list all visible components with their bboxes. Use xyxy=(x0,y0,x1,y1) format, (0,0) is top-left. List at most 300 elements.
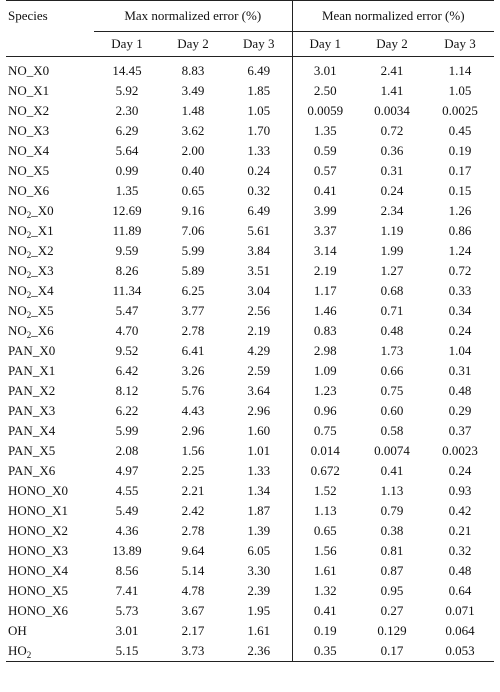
mean-error-cell: 0.36 xyxy=(380,143,404,158)
table-row xyxy=(6,561,494,581)
species-suffix: _X2 xyxy=(32,383,56,398)
max-error-cell: 2.21 xyxy=(181,483,205,498)
mean-error-cell: 3.37 xyxy=(292,221,358,241)
max-error-cell: 2.78 xyxy=(181,523,205,538)
max-error-cell: 12.69 xyxy=(112,203,142,218)
max-error-cell: 8.56 xyxy=(115,563,139,578)
species-subscript: 2 xyxy=(26,650,32,660)
mean-error-cell: 1.24 xyxy=(448,243,472,258)
species-base: HONO xyxy=(8,563,46,578)
max-error-cell: 2.00 xyxy=(181,143,205,158)
mean-error-cell: 1.56 xyxy=(292,541,358,561)
mean-error-cell: 1.13 xyxy=(292,501,358,521)
max-error-cell: 2.56 xyxy=(247,303,271,318)
species-base: NO xyxy=(8,63,27,78)
species-cell xyxy=(6,101,94,121)
table-row xyxy=(6,81,494,101)
max-error-cell: 1.34 xyxy=(247,483,271,498)
max-error-cell: 3.26 xyxy=(181,363,205,378)
mean-error-cell: 1.52 xyxy=(292,481,358,501)
table-row xyxy=(6,381,494,401)
max-error-cell: 3.73 xyxy=(181,643,205,658)
max-error-cell: 3.77 xyxy=(181,303,205,318)
max-error-cell: 1.87 xyxy=(247,503,271,518)
species-suffix: _X5 xyxy=(32,443,56,458)
species-cell xyxy=(6,61,94,81)
species-subscript: 2 xyxy=(26,290,32,300)
mean-error-cell: 3.01 xyxy=(292,61,358,81)
table-row xyxy=(6,401,494,421)
table-row xyxy=(6,201,494,221)
species-base: NO xyxy=(8,263,27,278)
day-header: Day 1 xyxy=(292,32,358,57)
mean-error-cell: 0.15 xyxy=(448,183,472,198)
mean-error-cell: 0.60 xyxy=(380,403,404,418)
mean-error-cell: 0.65 xyxy=(292,521,358,541)
max-error-cell: 5.47 xyxy=(115,303,139,318)
mean-error-cell: 0.014 xyxy=(292,441,358,461)
mean-error-cell: 0.48 xyxy=(380,323,404,338)
species-suffix: _X2 xyxy=(26,103,50,118)
mean-error-cell: 0.31 xyxy=(380,163,404,178)
species-subscript: 2 xyxy=(26,270,32,280)
table-row xyxy=(6,121,494,141)
mean-error-cell: 0.0059 xyxy=(292,101,358,121)
species-cell xyxy=(6,221,94,241)
mean-error-cell: 2.98 xyxy=(292,341,358,361)
mean-error-cell: 0.0025 xyxy=(442,103,478,118)
species-cell xyxy=(6,561,94,581)
mean-error-cell: 0.66 xyxy=(380,363,404,378)
max-error-cell: 6.05 xyxy=(247,543,271,558)
mean-error-cell: 0.37 xyxy=(448,423,472,438)
max-error-cell: 5.76 xyxy=(181,383,205,398)
table-row xyxy=(6,521,494,541)
max-error-cell: 0.65 xyxy=(181,183,205,198)
species-base: NO xyxy=(8,123,27,138)
mean-error-cell: 0.41 xyxy=(292,181,358,201)
species-base: NO xyxy=(8,283,27,298)
species-cell xyxy=(6,341,94,361)
species-base: OH xyxy=(8,623,27,638)
mean-error-cell: 0.129 xyxy=(377,623,407,638)
species-cell xyxy=(6,461,94,481)
mean-error-cell: 1.61 xyxy=(292,561,358,581)
mean-error-cell: 1.27 xyxy=(380,263,404,278)
max-error-cell: 2.36 xyxy=(247,643,271,658)
max-error-cell: 2.25 xyxy=(181,463,205,478)
mean-error-cell: 0.87 xyxy=(380,563,404,578)
max-error-cell: 3.64 xyxy=(247,383,271,398)
max-error-cell: 1.33 xyxy=(247,143,271,158)
species-cell xyxy=(6,161,94,181)
species-suffix: _X6 xyxy=(32,463,56,478)
species-base: HONO xyxy=(8,503,46,518)
species-base: PAN xyxy=(8,423,33,438)
mean-error-cell: 0.58 xyxy=(380,423,404,438)
max-error-cell: 9.59 xyxy=(115,243,139,258)
max-error-cell: 3.84 xyxy=(247,243,271,258)
mean-error-cell: 0.24 xyxy=(448,323,472,338)
max-error-cell: 1.95 xyxy=(247,603,271,618)
species-base: NO xyxy=(8,103,27,118)
species-suffix: _X5 xyxy=(45,583,68,598)
mean-error-cell: 1.73 xyxy=(380,343,404,358)
max-error-cell: 11.89 xyxy=(112,223,142,238)
max-error-cell: 3.62 xyxy=(181,123,205,138)
species-suffix: _X4 xyxy=(26,143,50,158)
max-error-cell: 11.34 xyxy=(112,283,142,298)
mean-error-cell: 0.38 xyxy=(380,523,404,538)
mean-error-cell: 0.19 xyxy=(448,143,472,158)
max-error-cell: 14.45 xyxy=(112,63,142,78)
mean-error-cell: 0.45 xyxy=(448,123,472,138)
max-error-cell: 1.01 xyxy=(247,443,271,458)
table-row xyxy=(6,261,494,281)
species-suffix: _X2 xyxy=(31,243,54,258)
mean-error-cell: 0.57 xyxy=(292,161,358,181)
species-base: NO xyxy=(8,303,27,318)
mean-error-cell: 0.95 xyxy=(380,583,404,598)
day-header: Day 1 xyxy=(111,36,143,51)
species-base: HONO xyxy=(8,483,46,498)
max-error-cell: 0.99 xyxy=(115,163,139,178)
species-base: PAN xyxy=(8,403,33,418)
species-cell xyxy=(6,581,94,601)
max-error-cell: 2.42 xyxy=(181,503,205,518)
mean-error-cell: 2.50 xyxy=(292,81,358,101)
max-error-cell: 5.61 xyxy=(247,223,271,238)
species-cell xyxy=(6,301,94,321)
species-base: HONO xyxy=(8,543,46,558)
max-error-cell: 6.41 xyxy=(181,343,205,358)
species-suffix: _X3 xyxy=(26,123,50,138)
mean-error-cell: 2.34 xyxy=(380,203,404,218)
mean-error-cell: 0.93 xyxy=(448,483,472,498)
mean-error-cell: 1.23 xyxy=(292,381,358,401)
max-error-cell: 7.41 xyxy=(115,583,139,598)
mean-error-cell: 1.19 xyxy=(380,223,404,238)
mean-error-cell: 0.34 xyxy=(448,303,472,318)
max-error-cell: 1.60 xyxy=(247,423,271,438)
max-error-cell: 6.49 xyxy=(247,63,271,78)
species-cell xyxy=(6,521,94,541)
mean-error-cell: 1.05 xyxy=(448,83,472,98)
day-header: Day 3 xyxy=(444,36,476,51)
species-base: HONO xyxy=(8,583,46,598)
max-error-cell: 1.85 xyxy=(247,83,271,98)
table-row xyxy=(6,101,494,121)
species-cell xyxy=(6,141,94,161)
species-suffix: _X3 xyxy=(45,543,68,558)
mean-error-cell: 1.17 xyxy=(292,281,358,301)
mean-error-cell: 0.27 xyxy=(380,603,404,618)
species-base: PAN xyxy=(8,383,33,398)
max-error-cell: 7.06 xyxy=(181,223,205,238)
species-suffix: _X1 xyxy=(45,503,68,518)
max-error-cell: 2.17 xyxy=(181,623,205,638)
table-row xyxy=(6,61,494,81)
max-error-cell: 13.89 xyxy=(112,543,142,558)
table-row xyxy=(6,161,494,181)
max-error-cell: 3.30 xyxy=(247,563,271,578)
species-base: PAN xyxy=(8,443,33,458)
mean-error-cell: 0.72 xyxy=(448,263,472,278)
mean-error-cell: 0.31 xyxy=(448,363,472,378)
max-error-cell: 5.99 xyxy=(181,243,205,258)
table-row xyxy=(6,441,494,461)
max-error-cell: 5.99 xyxy=(115,423,139,438)
mean-error-cell: 1.26 xyxy=(448,203,472,218)
mean-error-cell: 0.48 xyxy=(448,383,472,398)
mean-error-cell: 0.0074 xyxy=(374,443,410,458)
species-suffix: _X5 xyxy=(26,163,50,178)
max-error-cell: 2.78 xyxy=(181,323,205,338)
species-cell xyxy=(6,401,94,421)
mean-error-cell: 0.75 xyxy=(380,383,404,398)
table-row xyxy=(6,301,494,321)
max-error-cell: 5.49 xyxy=(115,503,139,518)
day-header: Day 2 xyxy=(177,36,209,51)
max-error-cell: 4.43 xyxy=(181,403,205,418)
table-row xyxy=(6,501,494,521)
species-cell xyxy=(6,261,94,281)
max-error-cell: 6.49 xyxy=(247,203,271,218)
max-error-cell: 1.33 xyxy=(247,463,271,478)
mean-error-cell: 1.41 xyxy=(380,83,404,98)
species-subscript: 2 xyxy=(26,250,32,260)
header-row-groups xyxy=(6,1,494,32)
species-cell xyxy=(6,281,94,301)
species-base: NO xyxy=(8,243,27,258)
species-base: NO xyxy=(8,223,27,238)
max-error-cell: 9.52 xyxy=(115,343,139,358)
mean-error-cell: 0.86 xyxy=(448,223,472,238)
species-cell xyxy=(6,501,94,521)
species-base: HO xyxy=(8,643,27,658)
table-row xyxy=(6,281,494,301)
max-error-cell: 1.48 xyxy=(181,103,205,118)
max-error-cell: 1.35 xyxy=(115,183,139,198)
species-base: NO xyxy=(8,143,27,158)
mean-error-cell: 0.72 xyxy=(380,123,404,138)
species-suffix: _X0 xyxy=(26,63,50,78)
mean-error-cell: 1.09 xyxy=(292,361,358,381)
mean-error-cell: 0.21 xyxy=(448,523,472,538)
species-suffix: _X4 xyxy=(45,563,68,578)
mean-error-cell: 0.24 xyxy=(448,463,472,478)
max-error-cell: 2.59 xyxy=(247,363,271,378)
mean-error-cell: 0.24 xyxy=(380,183,404,198)
max-error-cell: 2.96 xyxy=(181,423,205,438)
max-error-group-header: Max normalized error (%) xyxy=(94,1,292,32)
max-error-cell: 2.08 xyxy=(115,443,139,458)
max-error-cell: 5.15 xyxy=(115,643,139,658)
species-suffix: _X4 xyxy=(32,423,56,438)
mean-error-cell: 0.19 xyxy=(292,621,358,641)
max-error-cell: 0.32 xyxy=(247,183,271,198)
max-error-cell: 8.26 xyxy=(115,263,139,278)
species-base: PAN xyxy=(8,363,33,378)
max-error-cell: 3.49 xyxy=(181,83,205,98)
mean-error-cell: 0.17 xyxy=(380,643,404,658)
normalized-error-table xyxy=(6,0,494,662)
mean-error-cell: 0.96 xyxy=(292,401,358,421)
mean-error-cell: 0.41 xyxy=(380,463,404,478)
species-subscript: 2 xyxy=(26,330,32,340)
table-row xyxy=(6,321,494,341)
mean-error-cell: 0.053 xyxy=(445,643,475,658)
day-header: Day 2 xyxy=(376,36,408,51)
species-cell xyxy=(6,321,94,341)
species-base: PAN xyxy=(8,463,33,478)
header-row-days xyxy=(6,32,494,57)
species-suffix: _X6 xyxy=(31,323,54,338)
species-base: NO xyxy=(8,163,27,178)
table-row xyxy=(6,481,494,501)
species-suffix: _X6 xyxy=(26,183,50,198)
max-error-cell: 4.70 xyxy=(115,323,139,338)
table-row xyxy=(6,581,494,601)
max-error-cell: 1.05 xyxy=(247,103,271,118)
max-error-cell: 4.36 xyxy=(115,523,139,538)
mean-error-cell: 0.68 xyxy=(380,283,404,298)
mean-error-cell: 0.17 xyxy=(448,163,472,178)
species-cell xyxy=(6,421,94,441)
mean-error-cell: 1.46 xyxy=(292,301,358,321)
species-suffix: _X1 xyxy=(32,363,56,378)
max-error-cell: 1.70 xyxy=(247,123,271,138)
mean-error-cell: 0.59 xyxy=(292,141,358,161)
table-row xyxy=(6,181,494,201)
max-error-cell: 3.01 xyxy=(115,623,139,638)
species-suffix: _X6 xyxy=(45,603,68,618)
max-error-cell: 6.22 xyxy=(115,403,139,418)
max-error-cell: 9.16 xyxy=(181,203,205,218)
species-suffix: _X0 xyxy=(31,203,54,218)
mean-error-cell: 0.064 xyxy=(445,623,475,638)
table-row xyxy=(6,141,494,161)
mean-error-cell: 3.14 xyxy=(292,241,358,261)
max-error-cell: 2.39 xyxy=(247,583,271,598)
species-cell xyxy=(6,601,94,621)
species-cell xyxy=(6,181,94,201)
species-cell xyxy=(6,621,94,641)
species-suffix: _X5 xyxy=(31,303,54,318)
max-error-cell: 2.96 xyxy=(247,403,271,418)
max-error-cell: 5.92 xyxy=(115,83,139,98)
mean-error-cell: 1.35 xyxy=(292,121,358,141)
mean-error-cell: 0.48 xyxy=(448,563,472,578)
max-error-cell: 4.55 xyxy=(115,483,139,498)
table-row xyxy=(6,421,494,441)
mean-error-group-header: Mean normalized error (%) xyxy=(292,1,494,32)
max-error-cell: 8.83 xyxy=(181,63,205,78)
max-error-cell: 2.30 xyxy=(115,103,139,118)
species-suffix: _X4 xyxy=(31,283,54,298)
mean-error-cell: 1.99 xyxy=(380,243,404,258)
day-header: Day 3 xyxy=(243,36,275,51)
species-suffix: _X2 xyxy=(45,523,68,538)
table-row xyxy=(6,461,494,481)
species-suffix: _X0 xyxy=(45,483,68,498)
mean-error-cell: 0.42 xyxy=(448,503,472,518)
mean-error-cell: 0.64 xyxy=(448,583,472,598)
mean-error-cell: 0.672 xyxy=(292,461,358,481)
table-row xyxy=(6,601,494,621)
species-cell xyxy=(6,381,94,401)
table-row xyxy=(6,641,494,662)
species-cell xyxy=(6,481,94,501)
mean-error-cell: 1.14 xyxy=(448,63,472,78)
max-error-cell: 4.29 xyxy=(247,343,271,358)
max-error-cell: 3.51 xyxy=(247,263,271,278)
max-error-cell: 1.61 xyxy=(247,623,271,638)
max-error-cell: 5.73 xyxy=(115,603,139,618)
species-suffix: _X3 xyxy=(31,263,54,278)
table-row xyxy=(6,221,494,241)
mean-error-cell: 0.79 xyxy=(380,503,404,518)
max-error-cell: 4.78 xyxy=(181,583,205,598)
mean-error-cell: 1.32 xyxy=(292,581,358,601)
mean-error-cell: 2.19 xyxy=(292,261,358,281)
species-base: NO xyxy=(8,183,27,198)
species-cell xyxy=(6,201,94,221)
species-subscript: 2 xyxy=(26,230,32,240)
mean-error-cell: 0.71 xyxy=(380,303,404,318)
mean-error-cell: 0.83 xyxy=(292,321,358,341)
max-error-cell: 2.19 xyxy=(247,323,271,338)
table-row xyxy=(6,241,494,261)
table-header xyxy=(6,1,494,62)
max-error-cell: 6.42 xyxy=(115,363,139,378)
max-error-cell: 6.29 xyxy=(115,123,139,138)
species-cell xyxy=(6,361,94,381)
mean-error-cell: 0.33 xyxy=(448,283,472,298)
species-subscript: 2 xyxy=(26,310,32,320)
mean-error-cell: 1.04 xyxy=(448,343,472,358)
species-base: HONO xyxy=(8,523,46,538)
species-base: NO xyxy=(8,203,27,218)
table-row xyxy=(6,361,494,381)
species-cell xyxy=(6,241,94,261)
species-base: NO xyxy=(8,83,27,98)
table-row xyxy=(6,621,494,641)
mean-error-cell: 0.32 xyxy=(448,543,472,558)
max-error-cell: 4.97 xyxy=(115,463,139,478)
species-cell xyxy=(6,541,94,561)
mean-error-cell: 0.0023 xyxy=(442,443,478,458)
max-error-cell: 3.67 xyxy=(181,603,205,618)
table-body xyxy=(6,61,494,662)
species-base: HONO xyxy=(8,603,46,618)
species-suffix: _X1 xyxy=(26,83,50,98)
mean-error-cell: 1.13 xyxy=(380,483,404,498)
species-suffix: _X3 xyxy=(32,403,56,418)
max-error-cell: 5.64 xyxy=(115,143,139,158)
max-error-cell: 5.89 xyxy=(181,263,205,278)
species-subscript: 2 xyxy=(26,210,32,220)
mean-error-cell: 0.071 xyxy=(445,603,475,618)
species-cell xyxy=(6,81,94,101)
mean-error-cell: 2.41 xyxy=(380,63,404,78)
table-row xyxy=(6,541,494,561)
mean-error-cell: 3.99 xyxy=(292,201,358,221)
species-base: NO xyxy=(8,323,27,338)
mean-error-cell: 0.75 xyxy=(292,421,358,441)
mean-error-cell: 0.29 xyxy=(448,403,472,418)
table-row xyxy=(6,341,494,361)
